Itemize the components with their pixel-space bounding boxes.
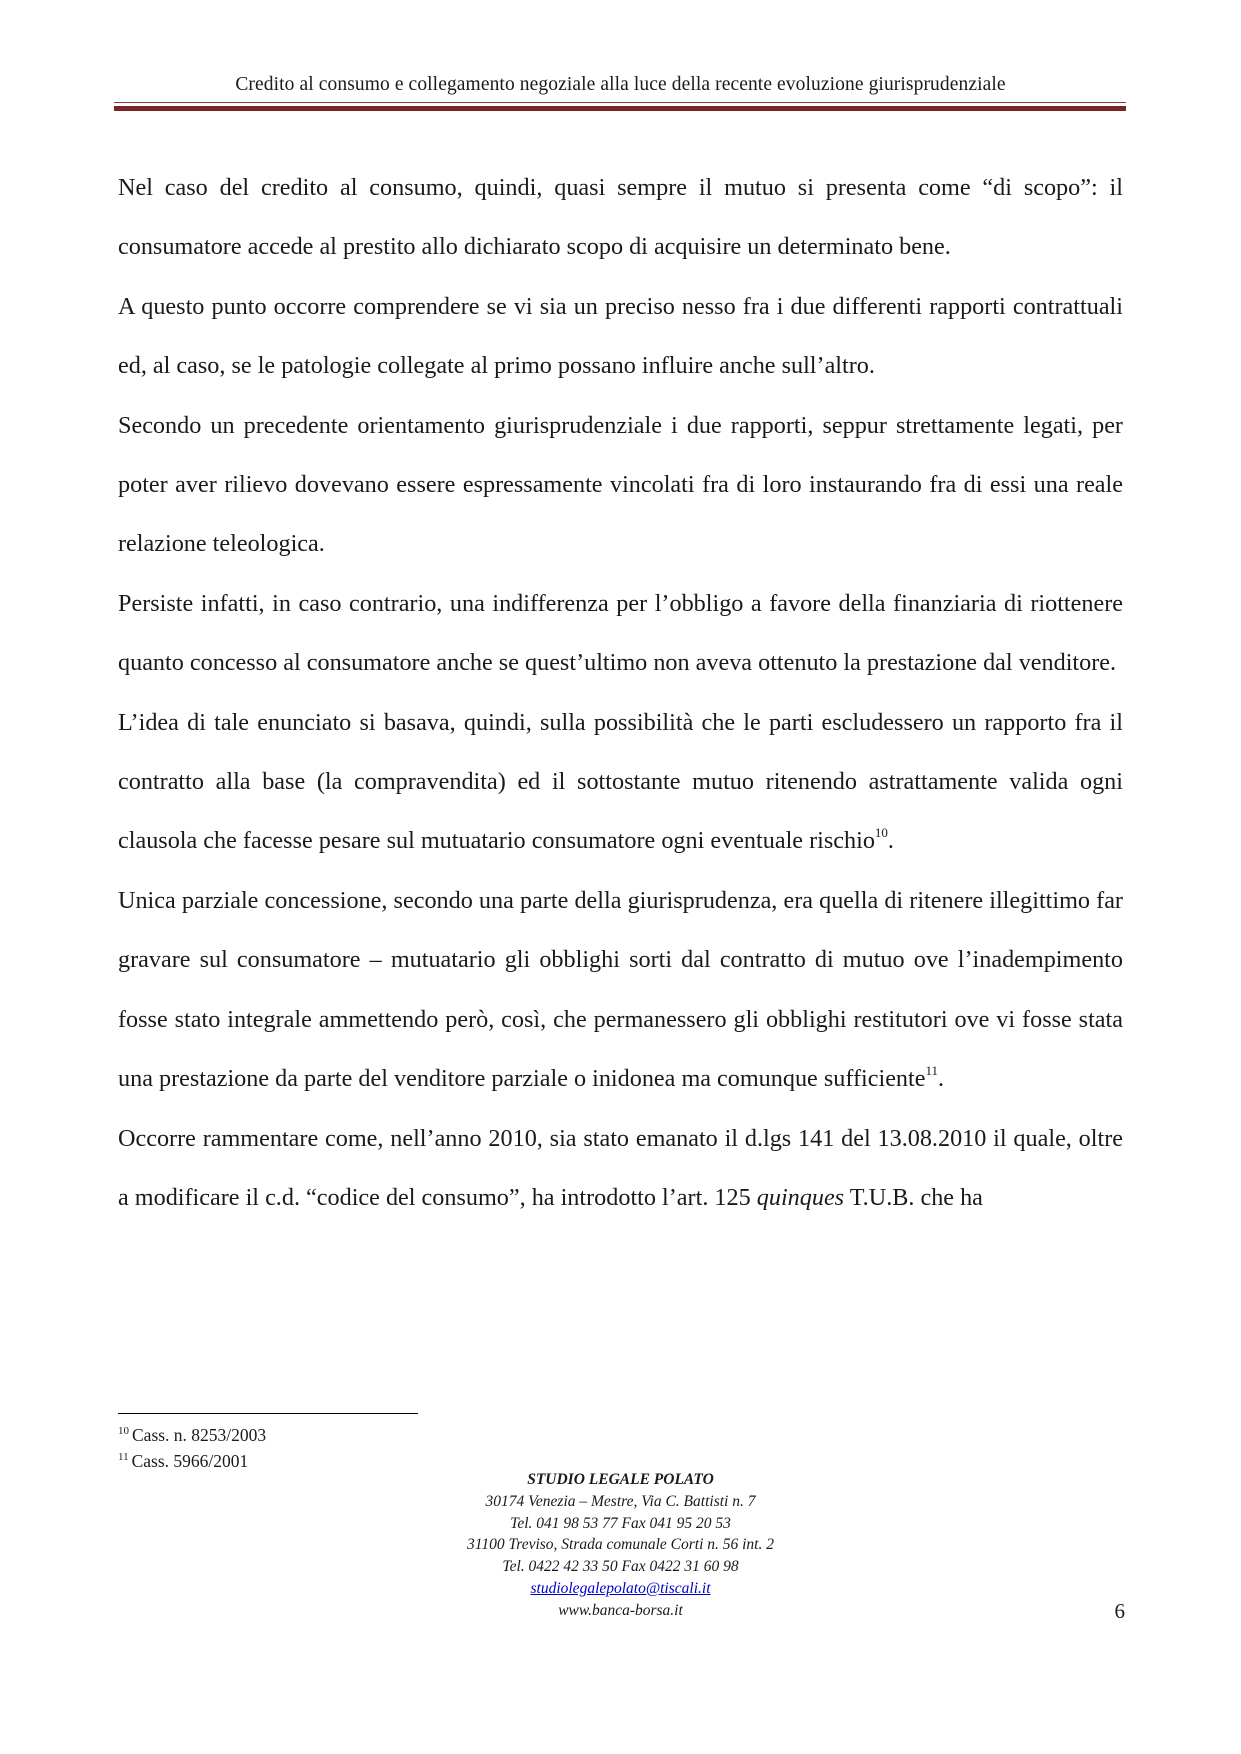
- address-treviso: 31100 Treviso, Strada comunale Corti n. 56 int. 2: [467, 1536, 774, 1554]
- footnote-ref-11[interactable]: 11: [925, 1063, 939, 1079]
- running-header-title: Credito al consumo e collegamento negoziale alla luce della recente evoluzione giurisprudenziale: [235, 74, 1006, 95]
- paragraph-6-text: Unica parziale concessione, secondo una parte della giurisprudenza, era quella di ritenere illegittimo far gravare sul consumatore – mutuatario gli obblighi sorti dal contratto di mutuo ove l’inadempimento fosse stato integrale ammettendo però, così, che permanessero gli obblighi restitutori ove vi fosse stata una prestazione da parte del venditore parziale o inidonea ma comunque sufficiente: [118, 886, 1123, 1093]
- website: www.banca-borsa.it: [558, 1601, 683, 1619]
- page-number: 6: [1114, 1599, 1125, 1623]
- footnote-number: 11: [118, 1451, 129, 1464]
- paragraph-7-tail: T.U.B. che ha: [844, 1183, 983, 1211]
- body-text: [118, 158, 1123, 1227]
- footnote-text: Cass. n. 8253/2003: [132, 1425, 267, 1445]
- header-rule-thin: [114, 102, 1126, 103]
- email-link[interactable]: studiolegalepolato@tiscali.it: [530, 1579, 711, 1597]
- phone-venezia: Tel. 041 98 53 77 Fax 041 95 20 53: [510, 1514, 731, 1532]
- address-venezia: 30174 Venezia – Mestre, Via C. Battisti n. 7: [485, 1492, 756, 1510]
- paragraph-3: Secondo un precedente orientamento giurisprudenziale i due rapporti, seppur strettamente legati, per poter aver rilievo dovevano essere espressamente vincolati fra di loro instaurando fra di essi una reale relazione teleologica.: [118, 411, 1123, 558]
- footnote-ref-10[interactable]: 10: [874, 825, 888, 841]
- footnote-text: Cass. 5966/2001: [131, 1451, 249, 1471]
- letterhead-footer: [0, 1469, 1241, 1622]
- paragraph-1: Nel caso del credito al consumo, quindi, quasi sempre il mutuo si presenta come “di scopo”: il consumatore accede al prestito allo dichiarato scopo di acquisire un determinato bene.: [118, 174, 1123, 261]
- footnote-number: 10: [118, 1425, 129, 1438]
- paragraph-7-text: Occorre rammentare come, nell’anno 2010, sia stato emanato il d.lgs 141 del 13.08.2010 il quale, oltre a modificare il c.d. “codice del consumo”, ha introdotto l’art. 125: [118, 1124, 1123, 1211]
- paragraph-5-end: .: [887, 827, 894, 855]
- paragraph-7: [118, 1109, 1123, 1228]
- footnotes: [118, 1422, 266, 1474]
- paragraph-4: Persiste infatti, in caso contrario, una indifferenza per l’obbligo a favore della finanziaria di riottenere quanto concesso al consumatore anche se quest’ultimo non aveva ottenuto la prestazione dal venditore.: [118, 589, 1123, 677]
- firm-name: STUDIO LEGALE POLATO: [527, 1471, 714, 1488]
- paragraph-7-italic: quinques: [756, 1183, 845, 1211]
- paragraph-5: [118, 693, 1123, 871]
- phone-treviso: Tel. 0422 42 33 50 Fax 0422 31 60 98: [502, 1558, 739, 1576]
- paragraph-6-end: .: [938, 1065, 945, 1093]
- paragraph-2: A questo punto occorre comprendere se vi sia un preciso nesso fra i due differenti rapporti contrattuali ed, al caso, se le patologie collegate al primo possano influire anche sull’altro.: [118, 292, 1123, 380]
- paragraph-6: [118, 871, 1123, 1109]
- header-rule-thick: [114, 106, 1126, 111]
- footnote-separator: [118, 1413, 418, 1414]
- footnote-10: [118, 1422, 266, 1448]
- paragraph-5-text: L’idea di tale enunciato si basava, quindi, sulla possibilità che le parti escludessero un rapporto fra il contratto alla base (la compravendita) ed il sottostante mutuo ritenendo astrattamente valida ogni clausola che facesse pesare sul mutuatario consumatore ogni eventuale rischio: [118, 708, 1123, 855]
